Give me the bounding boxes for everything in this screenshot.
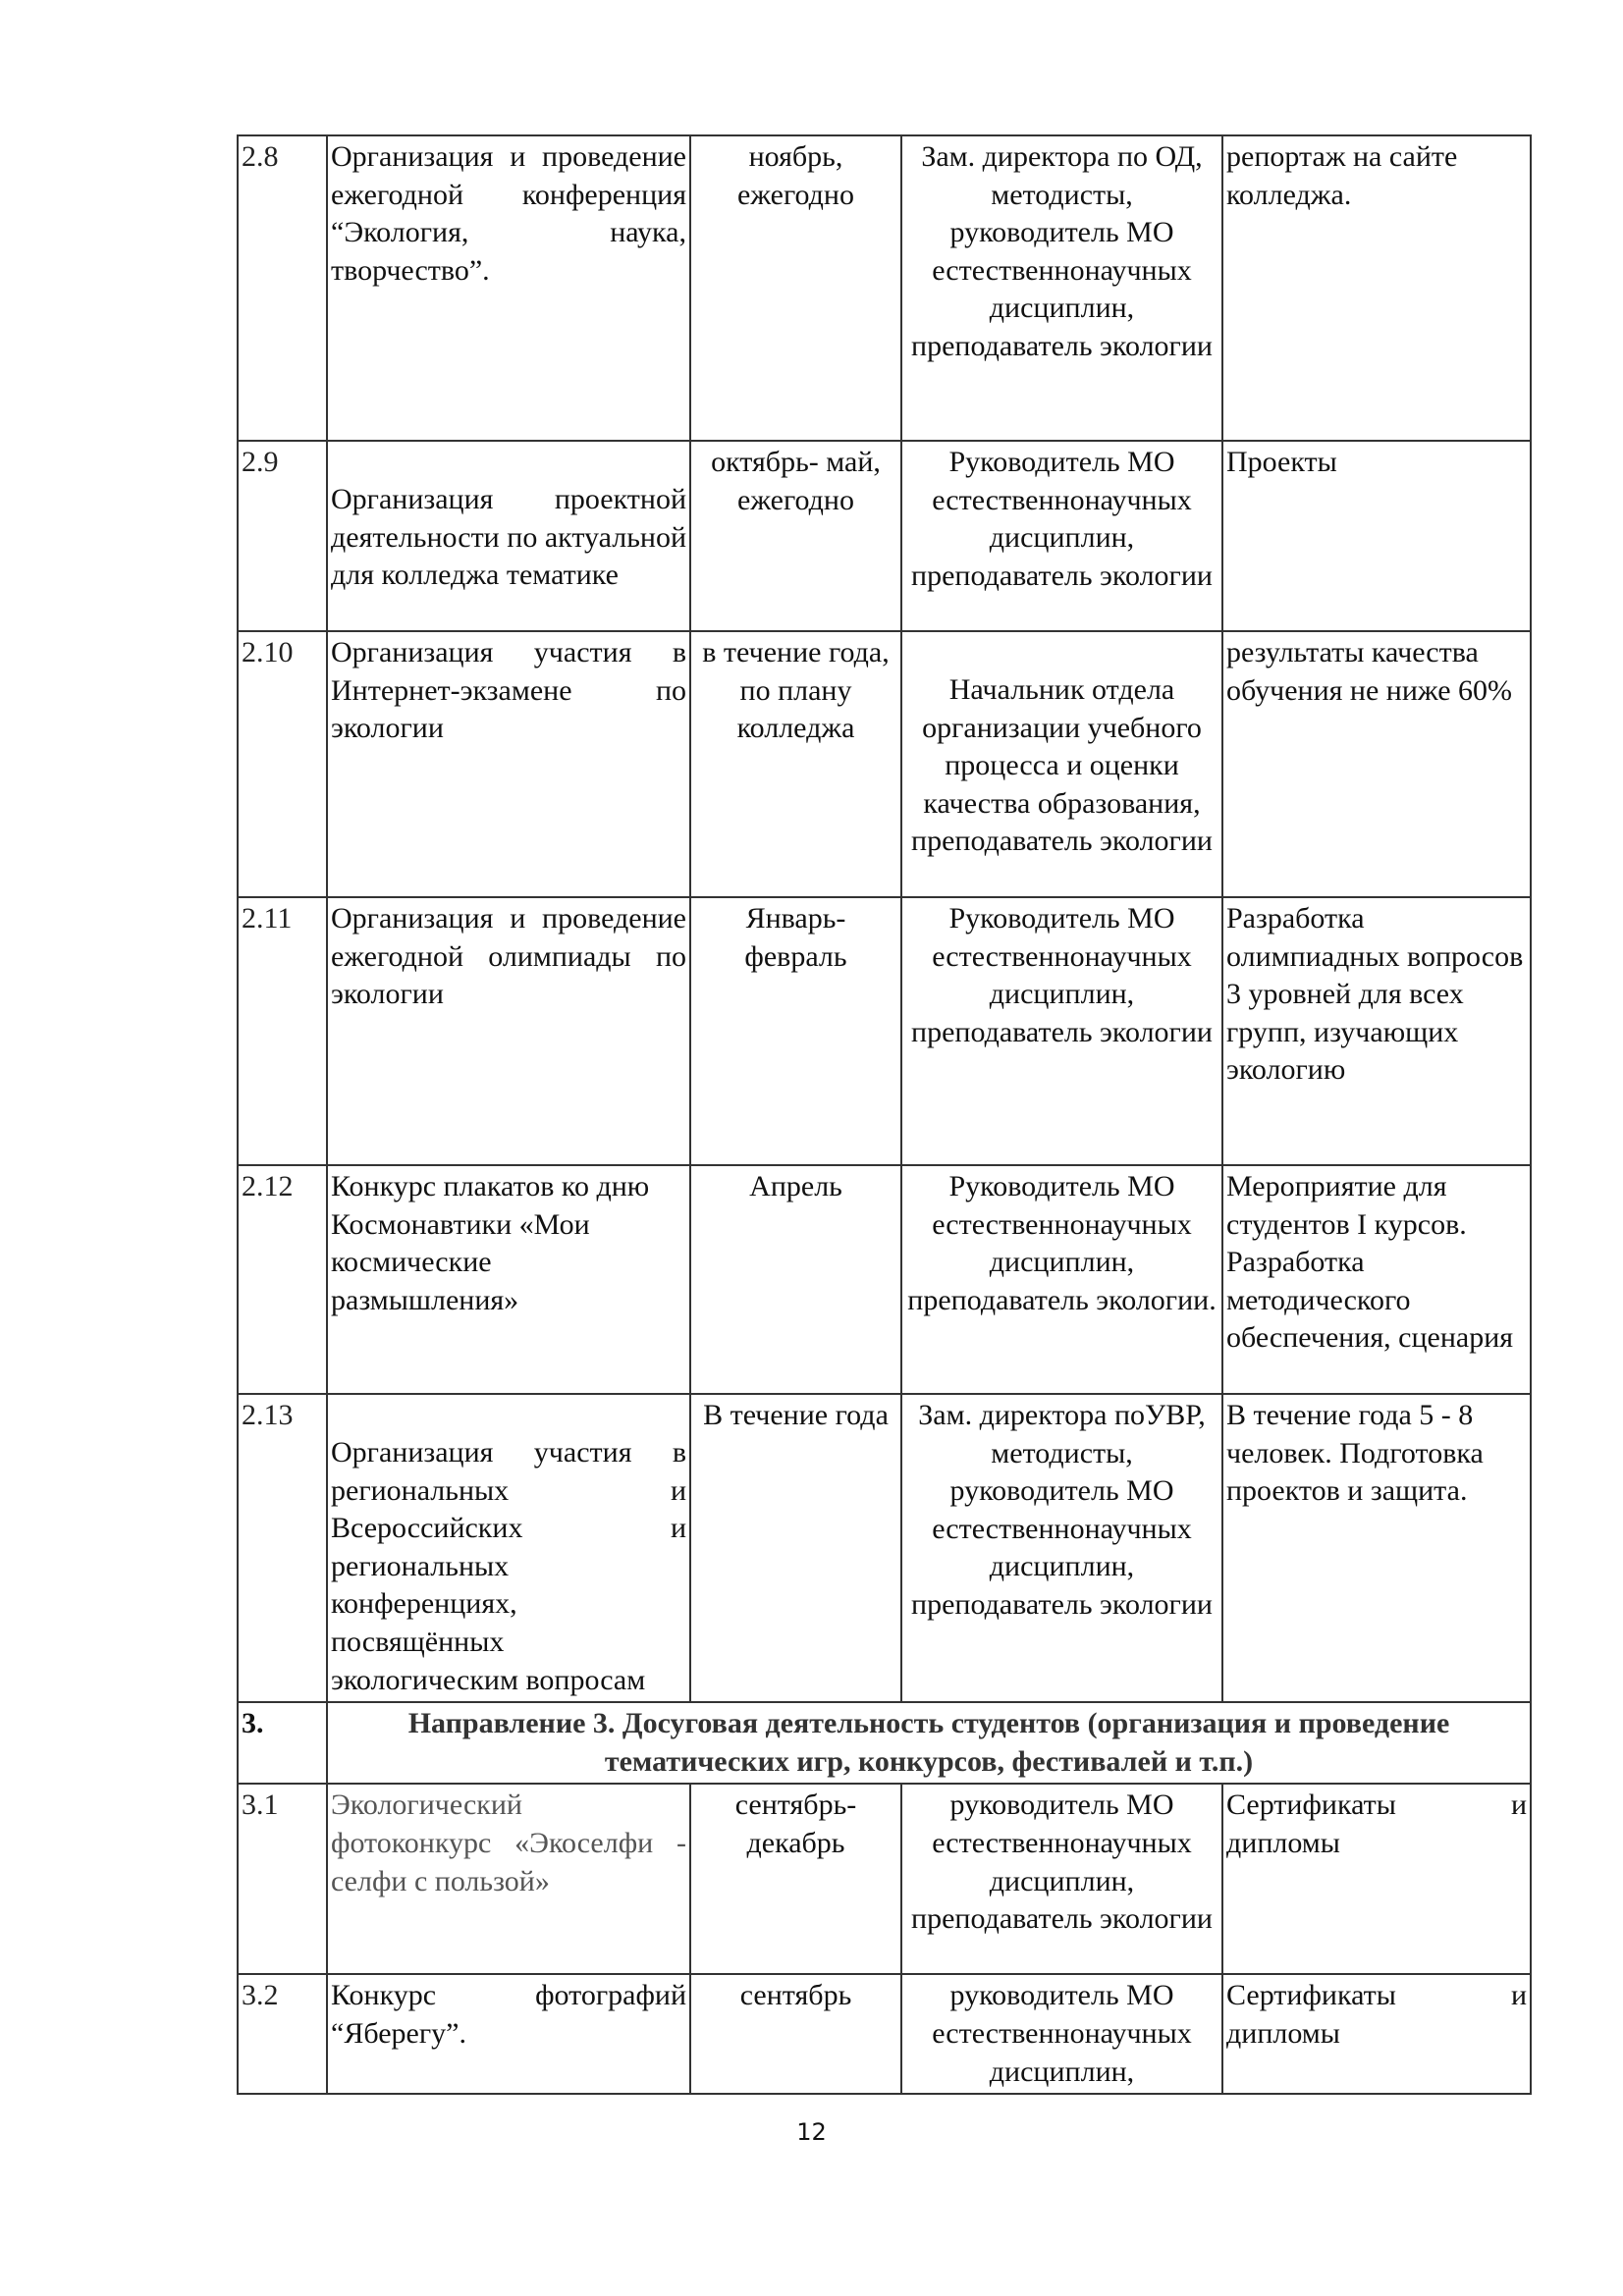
result-cell: Разработка олимпиадных вопросов 3 уровней для всех групп, изучающих экологию [1222,897,1531,1165]
result-cell: Мероприятие для студентов I курсов. Разработка методического обеспечения, сценария [1222,1165,1531,1394]
activity-cell: Конкурс плакатов ко дню Космонавтики «Мои космические размышления» [327,1165,690,1394]
row-number: 2.12 [238,1165,327,1394]
activity-cell [327,441,690,631]
responsible-text: Начальник отдела организации учебного процесса и оценки качества образования, преподаватель экологии [911,673,1213,858]
result-cell: Сертификаты и дипломы [1222,1784,1531,1974]
section-number: 3. [238,1702,327,1784]
period-cell: Январь- февраль [690,897,901,1165]
activity-text: Организация проектной деятельности по актуальной для колледжа тематике [331,483,686,592]
table-row [238,631,1531,897]
row-number: 2.10 [238,631,327,897]
responsible-cell: Руководитель МО естественнонаучных дисциплин, преподаватель экологии [901,897,1222,1165]
section-row [238,1702,1531,1784]
activity-cell: Организация участия в Интернет-экзамене по экологии [327,631,690,897]
responsible-cell: руководитель МО естественнонаучных дисциплин, преподаватель экологии [901,1784,1222,1974]
table-row [238,135,1531,441]
row-number: 3.1 [238,1784,327,1974]
section-title: Направление 3. Досуговая деятельность студентов (организация и проведение тематических игр, конкурсов, фестивалей и т.п.) [327,1702,1531,1784]
activity-cell: Организация и проведение ежегодной олимпиады по экологии [327,897,690,1165]
row-number: 2.8 [238,135,327,441]
row-number: 2.13 [238,1394,327,1702]
responsible-cell: руководитель МО естественнонаучных дисциплин, [901,1974,1222,2094]
result-cell: результаты качества обучения не ниже 60% [1222,631,1531,897]
responsible-cell [901,631,1222,897]
page-number: 12 [796,2118,827,2146]
row-number: 2.9 [238,441,327,631]
period-cell: ноябрь, ежегодно [690,135,901,441]
responsible-cell: Зам. директора поУВР, методисты, руководитель МО естественнонаучных дисциплин, преподаватель экологии [901,1394,1222,1702]
row-number: 2.11 [238,897,327,1165]
responsible-cell: Руководитель МО естественнонаучных дисциплин, преподаватель экологии. [901,1165,1222,1394]
period-cell: В течение года [690,1394,901,1702]
activity-cell: Конкурс фотографий “Яберегу”. [327,1974,690,2094]
table-row [238,1394,1531,1702]
period-cell: Апрель [690,1165,901,1394]
table-row [238,1165,1531,1394]
plan-table [237,134,1532,2095]
responsible-cell: Руководитель МО естественнонаучных дисциплин, преподаватель экологии [901,441,1222,631]
activity-text: Организация участия в региональных и Всероссийских и региональных конференциях, посвящённых экологическим вопросам [331,1436,686,1696]
table-row [238,1974,1531,2094]
result-cell: В течение года 5 - 8 человек. Подготовка проектов и защита. [1222,1394,1531,1702]
table-row [238,441,1531,631]
activity-cell [327,1394,690,1702]
result-cell: Сертификаты и дипломы [1222,1974,1531,2094]
activity-cell: Организация и проведение ежегодной конференция “Экология, наука, творчество”. [327,135,690,441]
period-cell: октябрь- май, ежегодно [690,441,901,631]
table-row [238,1784,1531,1974]
result-cell: Проекты [1222,441,1531,631]
table-row [238,897,1531,1165]
period-cell: в течение года, по плану колледжа [690,631,901,897]
activity-cell: Экологический фотоконкурс «Экоселфи - селфи с пользой» [327,1784,690,1974]
row-number: 3.2 [238,1974,327,2094]
period-cell: сентябрь- декабрь [690,1784,901,1974]
period-cell: сентябрь [690,1974,901,2094]
result-cell: репортаж на сайте колледжа. [1222,135,1531,441]
responsible-cell: Зам. директора по ОД, методисты, руководитель МО естественнонаучных дисциплин, преподаватель экологии [901,135,1222,441]
